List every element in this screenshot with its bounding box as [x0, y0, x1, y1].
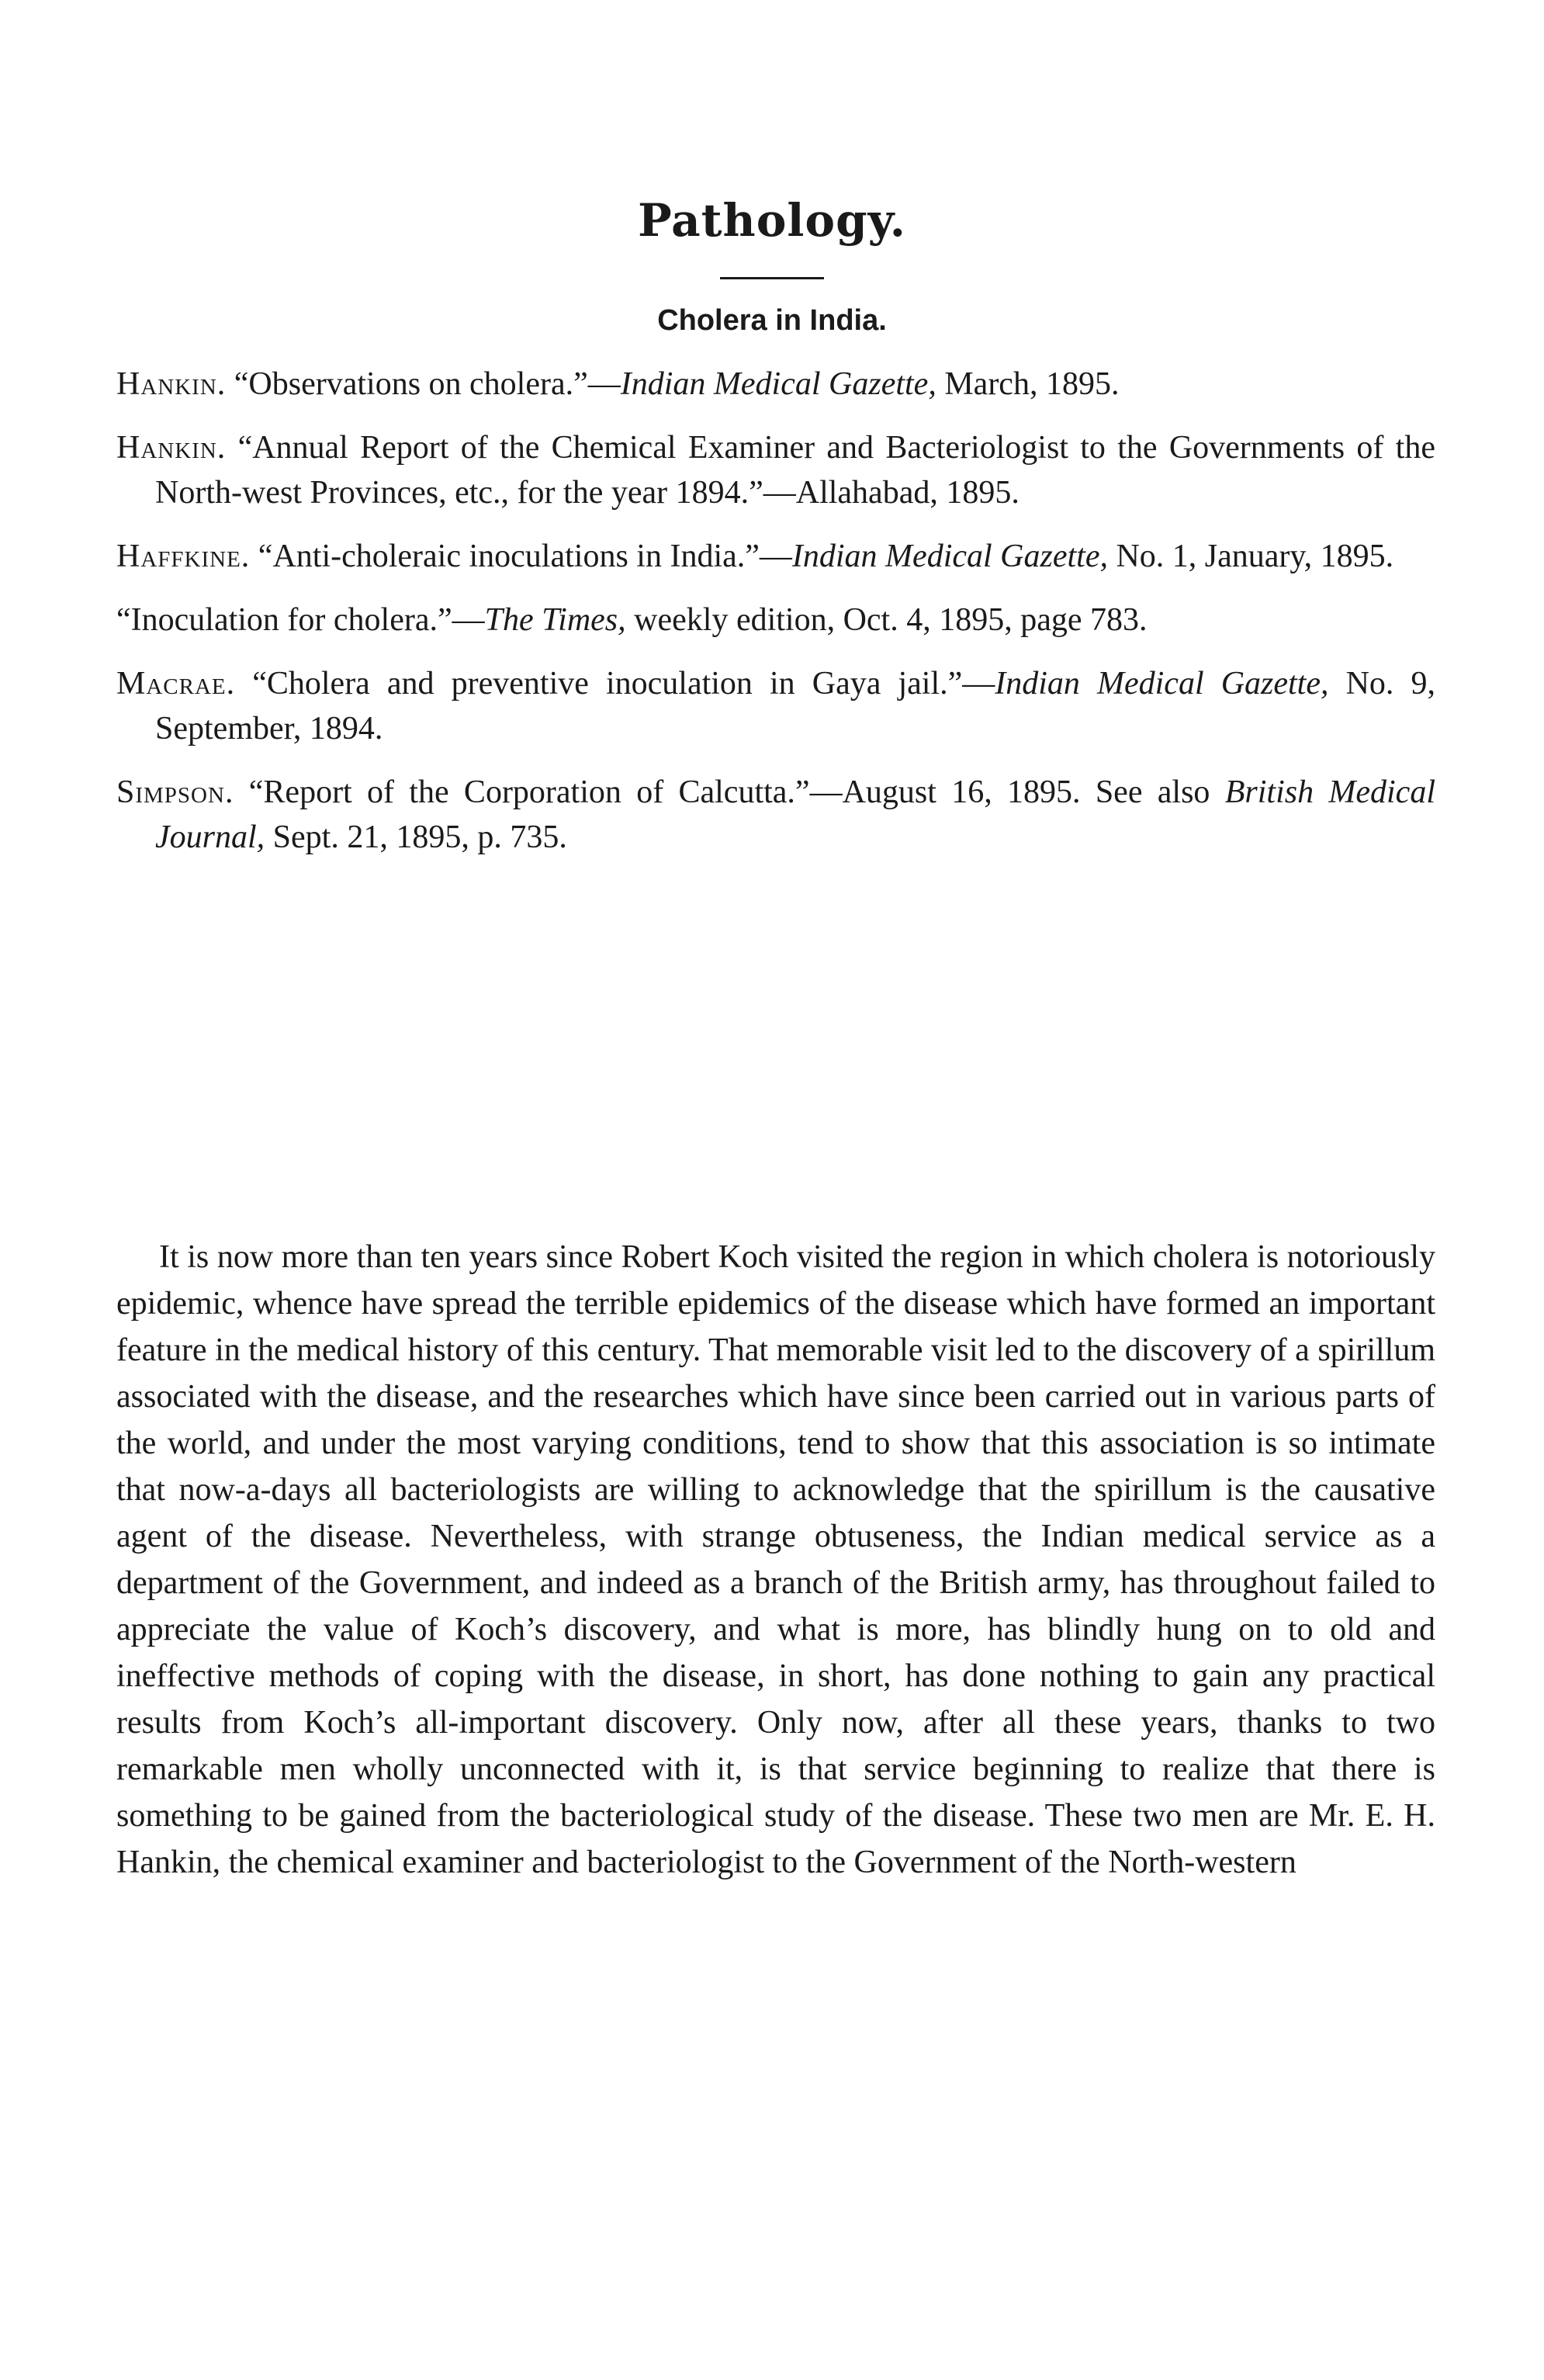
page-heading: Pathology.: [638, 194, 906, 247]
reference-title: “Inoculation for cholera.”—: [116, 602, 485, 638]
reference-author: Haffkine.: [116, 539, 251, 574]
reference-details: No. 9, September, 1894.: [155, 666, 1435, 747]
reference-details: weekly edition, Oct. 4, 1895, page 783.: [625, 602, 1148, 638]
reference-author: Simpson.: [116, 774, 234, 810]
body-text: [116, 1234, 1435, 1886]
reference-source: The Times,: [484, 602, 626, 638]
reference-item: [116, 534, 1435, 579]
reference-details: Sept. 21, 1895, p. 735.: [265, 819, 567, 855]
reference-source: British Medical Journal,: [155, 774, 1435, 855]
reference-title: “Observations on cholera.”—: [234, 366, 621, 402]
reference-source: Indian Medical Gazette,: [620, 366, 936, 402]
reference-item: [116, 362, 1435, 407]
heading-rule: [720, 277, 824, 279]
reference-author: Hankin.: [116, 366, 227, 402]
reference-item: [116, 425, 1435, 515]
reference-details: March, 1895.: [936, 366, 1120, 402]
section-subheading: Cholera in India.: [657, 304, 887, 337]
reference-source: Indian Medical Gazette,: [791, 539, 1108, 574]
reference-list: [116, 362, 1435, 878]
reference-title: “Anti-choleraic inoculations in India.”—: [258, 539, 792, 574]
reference-author: Hankin.: [116, 430, 227, 466]
reference-author: Macrae.: [116, 666, 236, 702]
reference-title: “Cholera and preventive inoculation in Gaya jail.”—: [252, 666, 995, 702]
reference-item: [116, 598, 1435, 643]
reference-source: Indian Medical Gazette,: [995, 666, 1329, 702]
reference-item: [116, 661, 1435, 751]
reference-title: “Annual Report of the Chemical Examiner and Bacteriologist to the Governments of the North-west Provinces, etc., for the year 1894.”—Allahabad, 1895.: [155, 430, 1435, 511]
body-paragraph: It is now more than ten years since Robert Koch visited the region in which cholera is notoriously epidemic, whence have spread the terrible epidemics of the disease which have formed an important feature in the medical history of this century. That memorable visit led to the discovery of a spirillum associated with the disease, and the researches which have since been carried out in various parts of the world, and under the most varying conditions, tend to show that this association is so intimate that now-a-days all bacteriologists are willing to acknowledge that the spirillum is the causative agent of the disease. Nevertheless, with strange obtuseness, the Indian medical service as a department of the Government, and indeed as a branch of the British army, has throughout failed to appreciate the value of Koch’s discovery, and what is more, has blindly hung on to old and ineffective methods of coping with the disease, in short, has done nothing to gain any practical results from Koch’s all-important discovery. Only now, after all these years, thanks to two remarkable men wholly unconnected with it, is that service beginning to realize that there is something to be gained from the bacteriological study of the disease. These two men are Mr. E. H. Hankin, the chemical examiner and bacteriologist to the Government of the North-western: [116, 1239, 1435, 1880]
reference-item: [116, 770, 1435, 860]
reference-title: “Report of the Corporation of Calcutta.”—August 16, 1895. See also: [248, 774, 1225, 810]
reference-details: No. 1, January, 1895.: [1107, 539, 1394, 574]
